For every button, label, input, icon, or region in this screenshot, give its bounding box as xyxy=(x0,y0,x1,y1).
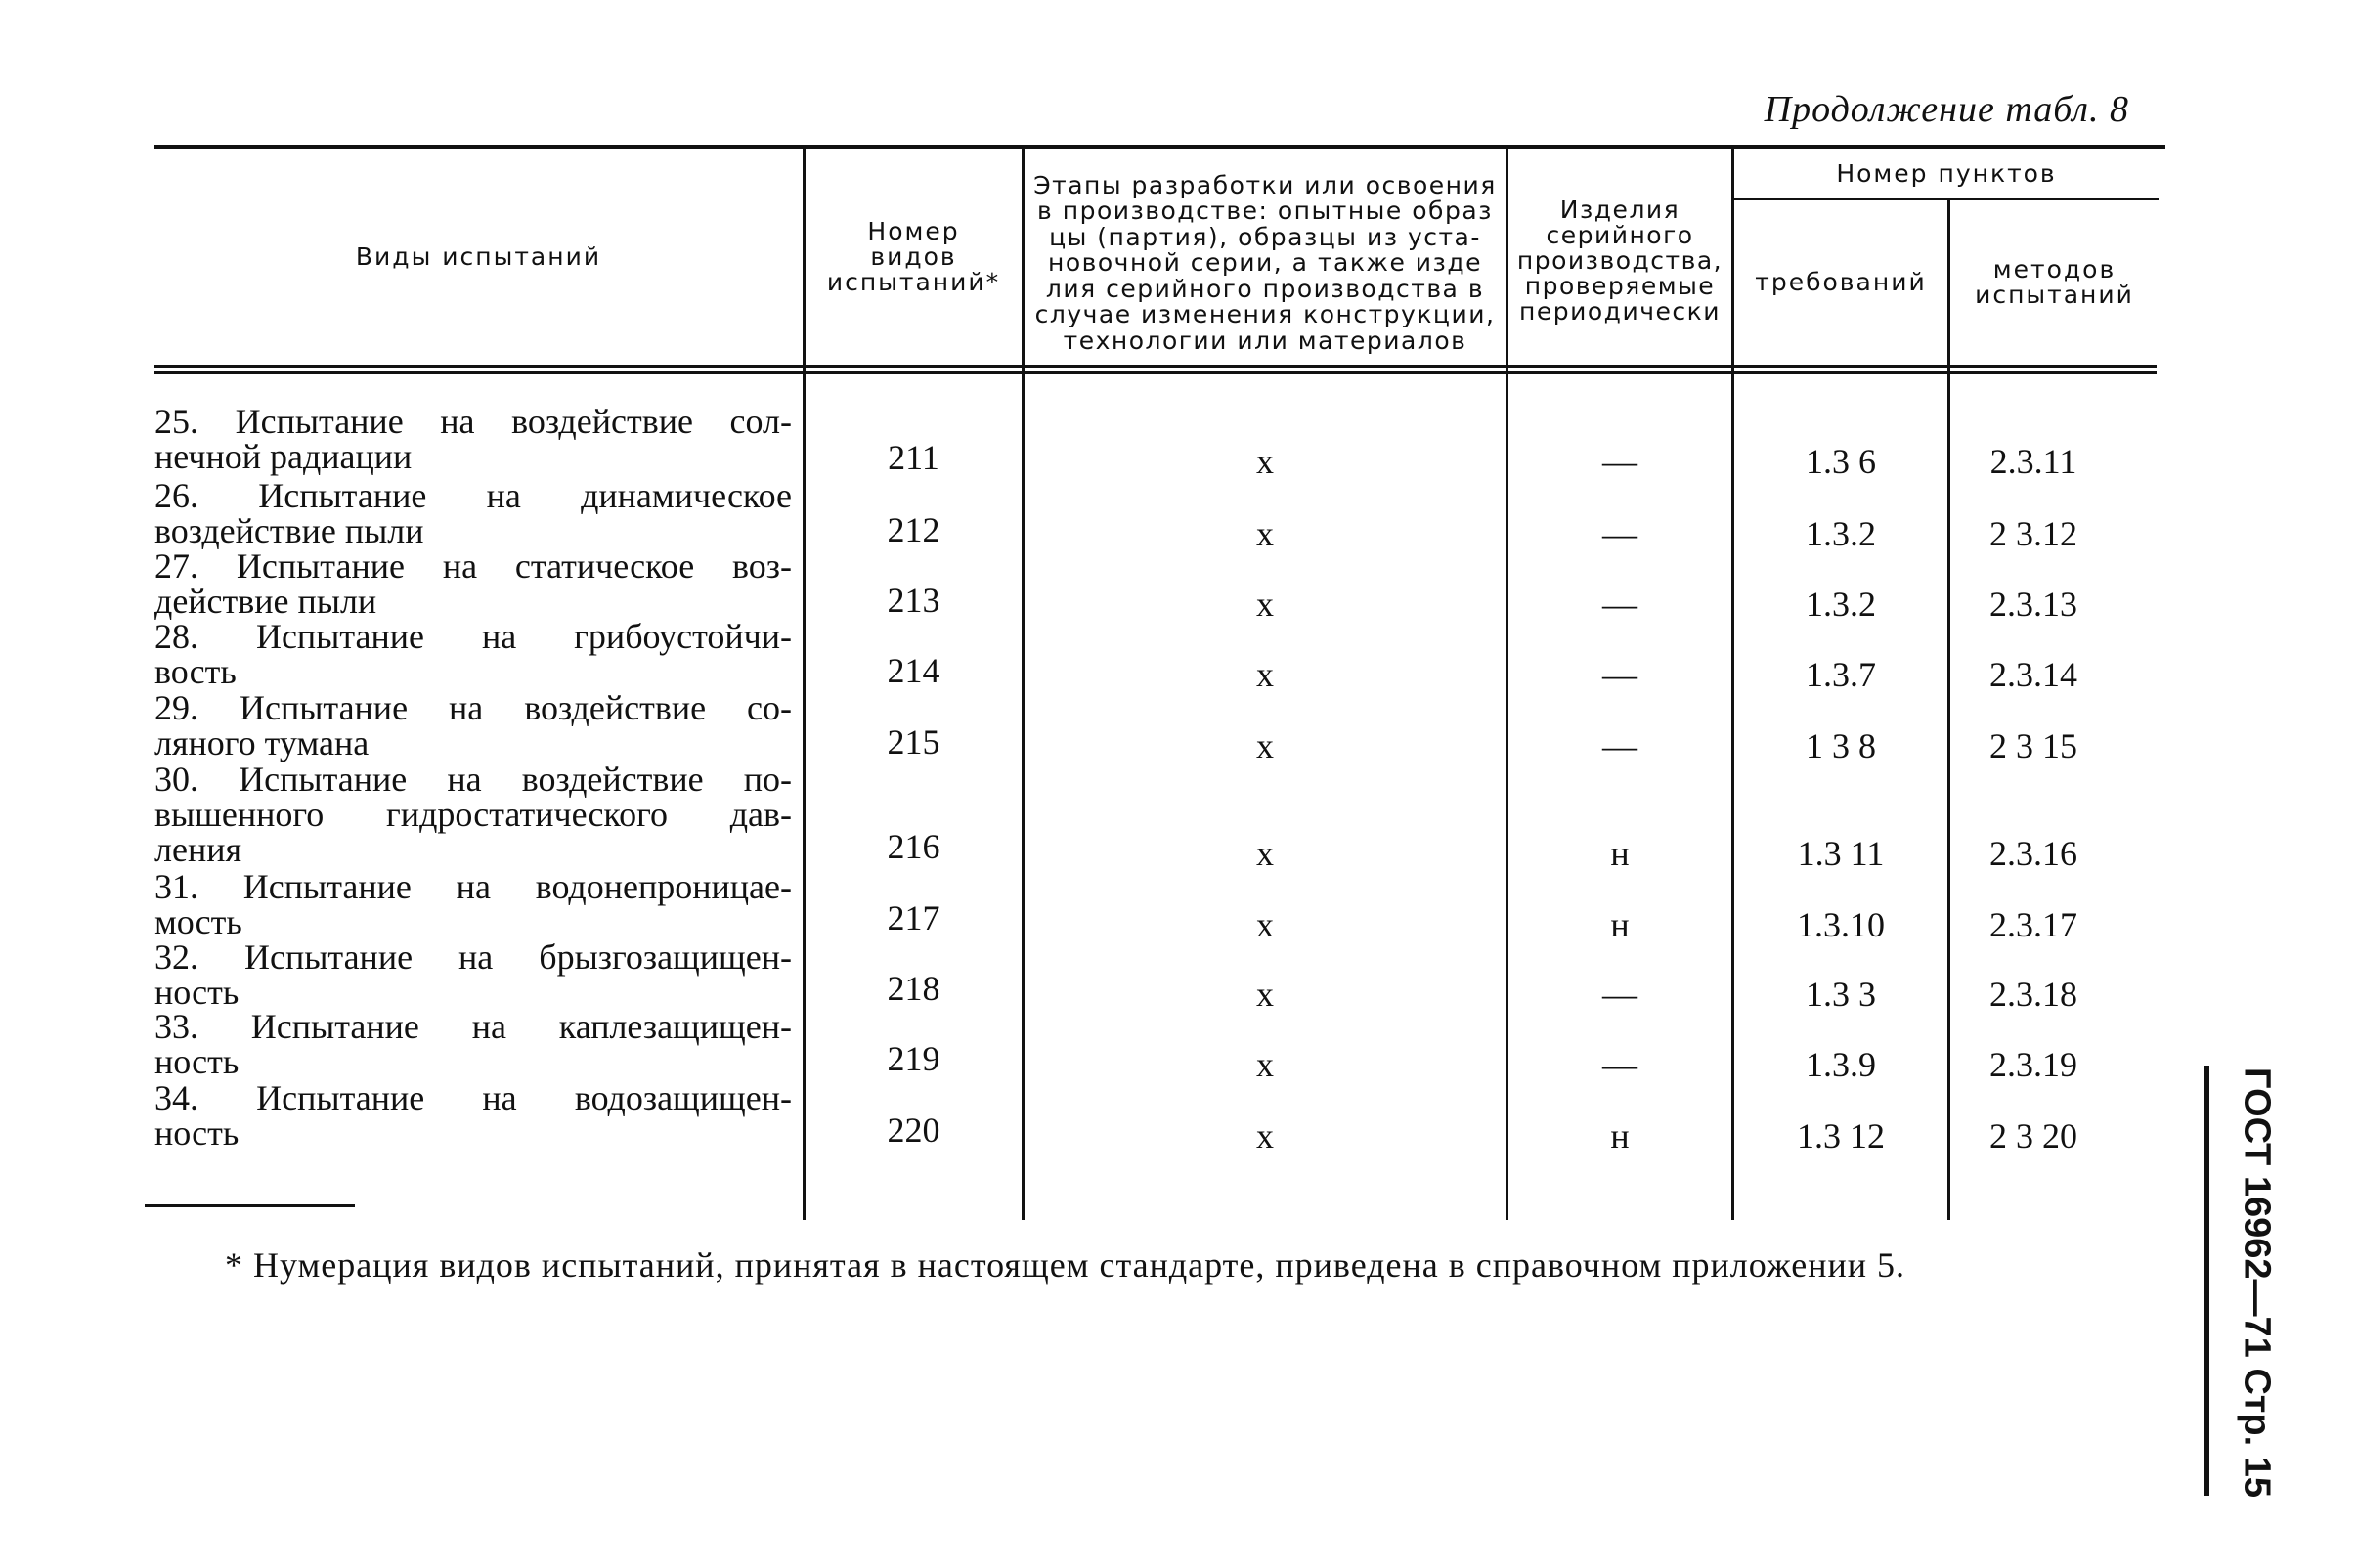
stage-mark: х xyxy=(1256,905,1274,944)
test-name: 34. Испытание на водозащищен- ность xyxy=(154,1078,792,1153)
stage-mark: х xyxy=(1256,442,1274,481)
method-clause: 2.3.17 xyxy=(1989,905,2077,944)
serial-mark: — xyxy=(1602,585,1637,624)
header-clause-numbers: Номер пунктов xyxy=(1836,158,2057,188)
side-bar xyxy=(2204,1066,2209,1496)
stage-mark: х xyxy=(1256,1116,1274,1155)
requirement-clause: 1.3 12 xyxy=(1797,1116,1885,1155)
method-clause: 2.3.16 xyxy=(1989,834,2077,873)
test-number: 213 xyxy=(887,581,940,620)
requirement-clause: 1.3.9 xyxy=(1806,1045,1876,1084)
footnote-rule xyxy=(145,1204,355,1207)
stage-mark: х xyxy=(1256,655,1274,694)
test-name: 25. Испытание на воздействие сол- нечной радиации xyxy=(154,402,792,476)
serial-mark: н xyxy=(1610,834,1630,873)
method-clause: 2 3.12 xyxy=(1989,514,2077,553)
serial-mark: — xyxy=(1602,726,1637,765)
requirement-clause: 1.3.2 xyxy=(1806,585,1876,624)
test-number: 214 xyxy=(887,651,940,690)
method-clause: 2 3 20 xyxy=(1989,1116,2077,1155)
method-clause: 2.3.18 xyxy=(1989,975,2077,1014)
test-name: 30. Испытание на воздействие по- вышенного гидростатического дав- ления xyxy=(154,760,792,869)
test-number: 216 xyxy=(887,827,940,866)
requirement-clause: 1.3.10 xyxy=(1797,905,1885,944)
method-clause: 2.3.14 xyxy=(1989,655,2077,694)
header-bottom-rule xyxy=(154,365,2157,368)
method-clause: 2.3.11 xyxy=(1989,442,2077,481)
serial-mark: — xyxy=(1602,514,1637,553)
standard-page-label: ГОСТ 16962—71 Стр. 15 xyxy=(2236,1067,2278,1499)
requirement-clause: 1.3 3 xyxy=(1806,975,1876,1014)
test-name: 31. Испытание на водонепроницае- мость xyxy=(154,867,792,941)
test-number: 219 xyxy=(887,1039,940,1078)
method-clause: 2 3 15 xyxy=(1989,726,2077,765)
test-name: 28. Испытание на грибоустойчи- вость xyxy=(154,617,792,691)
requirement-clause: 1 3 8 xyxy=(1806,726,1876,765)
serial-mark: н xyxy=(1610,1116,1630,1155)
stage-mark: х xyxy=(1256,975,1274,1014)
test-name: 26. Испытание на динамическое воздействие пыли xyxy=(154,476,792,550)
stage-mark: х xyxy=(1256,585,1274,624)
serial-mark: — xyxy=(1602,655,1637,694)
footnote: * Нумерация видов испытаний, принятая в настоящем стандарте, приведена в справочном приложении 5. xyxy=(225,1245,1906,1285)
stage-mark: х xyxy=(1256,514,1274,553)
serial-mark: — xyxy=(1602,442,1637,481)
test-number: 220 xyxy=(887,1111,940,1150)
requirement-clause: 1.3 11 xyxy=(1797,834,1885,873)
serial-mark: н xyxy=(1610,905,1630,944)
header-test-number: Номер видов испытаний* xyxy=(826,216,1001,296)
stage-mark: х xyxy=(1256,726,1274,765)
test-name: 27. Испытание на статическое воз- действие пыли xyxy=(154,546,792,621)
header-stages: Этапы разработки или освоения в производстве: опытные образ цы (партия), образцы из уста- новочной серии, а также изде лия серийного производства в случае изменения конструкции, технологии или материалов xyxy=(1033,170,1497,355)
header-methods: методов испытаний xyxy=(1975,255,2134,309)
test-number: 212 xyxy=(887,510,940,549)
stage-mark: х xyxy=(1256,834,1274,873)
requirement-clause: 1.3.2 xyxy=(1806,514,1876,553)
stage-mark: х xyxy=(1256,1045,1274,1084)
test-number: 215 xyxy=(887,722,940,762)
serial-mark: — xyxy=(1602,1045,1637,1084)
test-name: 33. Испытание на каплезащищен- ность xyxy=(154,1007,792,1081)
header-serial-products: Изделия серийного производства, проверяемые периодически xyxy=(1516,195,1724,326)
requirement-clause: 1.3 6 xyxy=(1806,442,1876,481)
test-name: 32. Испытание на брызгозащищен- ность xyxy=(154,937,792,1012)
test-number: 217 xyxy=(887,898,940,937)
serial-mark: — xyxy=(1602,975,1637,1014)
requirement-clause: 1.3.7 xyxy=(1806,655,1876,694)
test-number: 218 xyxy=(887,969,940,1008)
test-name: 29. Испытание на воздействие со- ляного тумана xyxy=(154,688,792,762)
method-clause: 2.3.13 xyxy=(1989,585,2077,624)
header-bottom-rule-2 xyxy=(154,371,2157,374)
test-number: 211 xyxy=(888,438,939,477)
header-requirements: требований xyxy=(1755,268,1927,296)
method-clause: 2.3.19 xyxy=(1989,1045,2077,1084)
header-test-types: Виды испытаний xyxy=(355,241,602,271)
table-caption: Продолжение табл. 8 xyxy=(1764,89,2129,130)
